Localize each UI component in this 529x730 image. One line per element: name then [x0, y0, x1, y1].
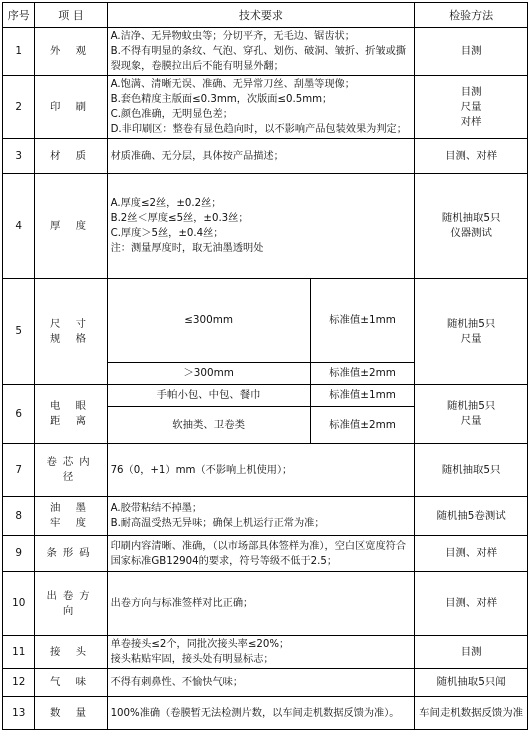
requirement-line: 不得有刺鼻性、不愉快气味；	[110, 677, 244, 688]
row-requirement	[107, 174, 415, 279]
tolerance-text: 标准值±2mm	[329, 367, 396, 379]
method-line: 随机抽5只	[447, 317, 496, 330]
row-requirement	[107, 536, 415, 572]
row-number	[3, 536, 35, 572]
row-item-text: 条形码	[46, 547, 96, 559]
row-item	[35, 139, 107, 174]
row-item-text: 卷芯内	[46, 456, 96, 468]
row-method	[415, 28, 528, 76]
row-method	[415, 572, 528, 636]
row-item-text: 接 头	[49, 645, 93, 658]
method-line: 对样	[460, 115, 482, 128]
spec-table	[2, 2, 528, 730]
row-number	[3, 385, 35, 444]
row-item	[35, 444, 107, 497]
row-item	[35, 174, 107, 279]
row-number-text: 3	[15, 149, 23, 162]
row-number	[3, 279, 35, 385]
row-method	[415, 444, 528, 497]
table-row	[3, 497, 528, 536]
row-number	[3, 174, 35, 279]
spec-text: ≤300mm	[184, 314, 234, 326]
row-number-text: 7	[15, 463, 23, 476]
requirement-line: 材质准确、无分层，具体按产品描述；	[110, 150, 284, 162]
requirement-line: 单卷接头≤2个，同批次接头率≤20%；	[110, 639, 290, 650]
header-no: 序号	[3, 3, 35, 28]
row-requirement	[107, 697, 415, 730]
table-row	[3, 636, 528, 669]
tolerance-value	[310, 363, 415, 385]
row-method	[415, 669, 528, 697]
row-requirement	[107, 497, 415, 536]
row-number-text: 5	[15, 325, 23, 337]
row-method	[415, 139, 528, 174]
row-method	[415, 497, 528, 536]
row-number	[3, 497, 35, 536]
row-requirement	[107, 28, 415, 76]
row-number	[3, 76, 35, 139]
header-requirement: 技术要求	[107, 3, 415, 28]
requirement-line: 100%准确（卷膜暂无法检测片数，以车间走机数据反馈为准）。	[110, 707, 400, 719]
requirement-line: B.2丝＜厚度≤5丝，±0.3丝；	[110, 213, 249, 224]
row-item-text: 电 眼	[49, 400, 93, 412]
row-item-text: 外 观	[49, 45, 93, 57]
row-requirement	[107, 636, 415, 669]
row-method	[415, 697, 528, 730]
tolerance-text: 标准值±1mm	[329, 389, 396, 401]
row-item-text: 规 格	[49, 332, 93, 345]
method-line: 随机抽取5只闻	[436, 676, 506, 688]
requirement-line: 出卷方向与标准签样对比正确；	[110, 598, 254, 609]
tolerance-text: 标准值±1mm	[329, 314, 396, 326]
row-number	[3, 572, 35, 636]
row-item	[35, 76, 107, 139]
tolerance-value	[310, 279, 415, 363]
requirement-line: A.洁净、无异物蚊虫等；分切平齐，无毛边、锯齿状；	[110, 31, 355, 42]
row-item	[35, 669, 107, 697]
method-line: 目测、对样	[445, 597, 498, 609]
row-item-text: 厚 度	[49, 219, 93, 232]
row-number	[3, 444, 35, 497]
table-row	[3, 572, 528, 636]
requirement-line: C.厚度＞5丝，±0.4丝；	[110, 228, 224, 239]
row-item-text: 油 墨	[49, 502, 93, 514]
row-method	[415, 536, 528, 572]
tolerance-value	[310, 385, 415, 407]
row-item	[35, 697, 107, 730]
method-line: 目测、对样	[445, 547, 498, 559]
row-number-text: 4	[15, 219, 23, 232]
row-requirement	[107, 444, 415, 497]
row-number-text: 8	[15, 509, 23, 522]
row-number-text: 13	[12, 706, 26, 719]
row-number	[3, 139, 35, 174]
row-number-text: 2	[15, 100, 23, 113]
table-row	[3, 444, 528, 497]
table-row	[3, 385, 528, 407]
table-row	[3, 174, 528, 279]
row-number	[3, 636, 35, 669]
requirement-line: A.饱满、清晰无误、准确、无异常刀丝、刮墨等现像；	[110, 79, 355, 90]
method-line: 车间走机数据反馈为准	[419, 706, 524, 719]
method-line: 随机抽取5只	[441, 212, 501, 224]
method-line: 目测	[460, 85, 482, 98]
table-row	[3, 536, 528, 572]
spec-value	[107, 407, 310, 444]
method-line: 随机抽5只	[447, 400, 496, 412]
row-requirement	[107, 76, 415, 139]
requirement-line: A.厚度≤2丝，±0.2丝；	[110, 198, 222, 209]
spec-text: ＞300mm	[183, 367, 234, 379]
row-method	[415, 174, 528, 279]
tolerance-text: 标准值±2mm	[329, 418, 396, 431]
row-number	[3, 28, 35, 76]
requirement-line: 76（0，+1）mm（不影响上机使用）；	[110, 464, 293, 476]
requirement-line: B.不得有明显的条纹、气泡、穿孔、划伤、破洞、皱折、折皱或撕裂现象，卷膜拉出后不能有明显外翻；	[110, 46, 407, 72]
method-line: 目测	[460, 645, 482, 658]
row-number-text: 6	[15, 407, 23, 420]
row-number-text: 1	[15, 45, 23, 57]
row-number-text: 12	[12, 676, 26, 688]
header-method: 检验方法	[415, 3, 528, 28]
row-item-text: 径	[62, 471, 80, 483]
row-item-text: 出卷方	[46, 589, 96, 602]
row-number-text: 11	[12, 645, 26, 658]
row-item	[35, 636, 107, 669]
header-row	[3, 3, 528, 28]
spec-text: 手帕小包、中包、餐巾	[156, 389, 261, 401]
method-line: 目测	[460, 45, 482, 57]
table-row	[3, 76, 528, 139]
method-line: 仪器测试	[450, 227, 492, 239]
row-item	[35, 572, 107, 636]
table-row	[3, 279, 528, 363]
row-item-text: 材 质	[49, 149, 93, 162]
requirement-line: 接头粘贴牢固，接头处有明显标志；	[110, 654, 274, 665]
table-row	[3, 669, 528, 697]
spec-value	[107, 363, 310, 385]
method-line: 尺量	[460, 100, 482, 113]
requirement-line: D.非印刷区：整卷有显色趋向时，以不影响产品包装效果为判定；	[110, 124, 407, 135]
header-item: 项 目	[35, 3, 107, 28]
table-row	[3, 697, 528, 730]
requirement-line: A.胶带粘结不掉墨；	[110, 503, 203, 514]
row-item	[35, 279, 107, 385]
method-line: 尺量	[460, 415, 482, 427]
requirement-line: B.耐高温受热无异味；确保上机运行正常为准；	[110, 518, 325, 529]
row-item	[35, 385, 107, 444]
spec-text: 软抽类、卫卷类	[172, 418, 245, 431]
row-method	[415, 385, 528, 444]
row-method	[415, 76, 528, 139]
row-item-text: 尺 寸	[49, 317, 93, 330]
row-item	[35, 497, 107, 536]
table-row	[3, 28, 528, 76]
method-line: 目测、对样	[445, 149, 498, 162]
row-item-text: 数 量	[49, 706, 93, 719]
row-number-text: 9	[15, 547, 23, 559]
method-line: 随机抽5卷测试	[436, 509, 506, 522]
spec-value	[107, 385, 310, 407]
row-requirement	[107, 139, 415, 174]
row-item-text: 印 刷	[49, 100, 93, 113]
requirement-line: C.颜色准确，无明显色差；	[110, 109, 233, 120]
method-line: 尺量	[460, 332, 482, 345]
row-method	[415, 636, 528, 669]
spec-value	[107, 279, 310, 363]
row-item	[35, 28, 107, 76]
row-item-text: 向	[62, 604, 80, 617]
requirement-line: 注：测量厚度时，取无油墨透明处	[110, 243, 264, 254]
row-number	[3, 669, 35, 697]
tolerance-value	[310, 407, 415, 444]
row-method	[415, 279, 528, 385]
method-line: 随机抽取5只	[441, 463, 501, 476]
row-requirement	[107, 572, 415, 636]
row-number	[3, 697, 35, 730]
row-item-text: 距 离	[49, 415, 93, 427]
requirement-line: 印刷内容清晰、准确，（以市场部具体签样为准），空白区宽度符合国家标准GB12904的要求，符号等级不低于2.5；	[110, 540, 406, 567]
row-item-text: 牢 度	[49, 517, 93, 529]
row-number-text: 10	[12, 597, 26, 609]
row-item-text: 气 味	[49, 676, 93, 688]
row-item	[35, 536, 107, 572]
row-requirement	[107, 669, 415, 697]
requirement-line: B.套色精度主版面≤0.3mm，次版面≤0.5mm；	[110, 94, 333, 105]
table-row	[3, 139, 528, 174]
